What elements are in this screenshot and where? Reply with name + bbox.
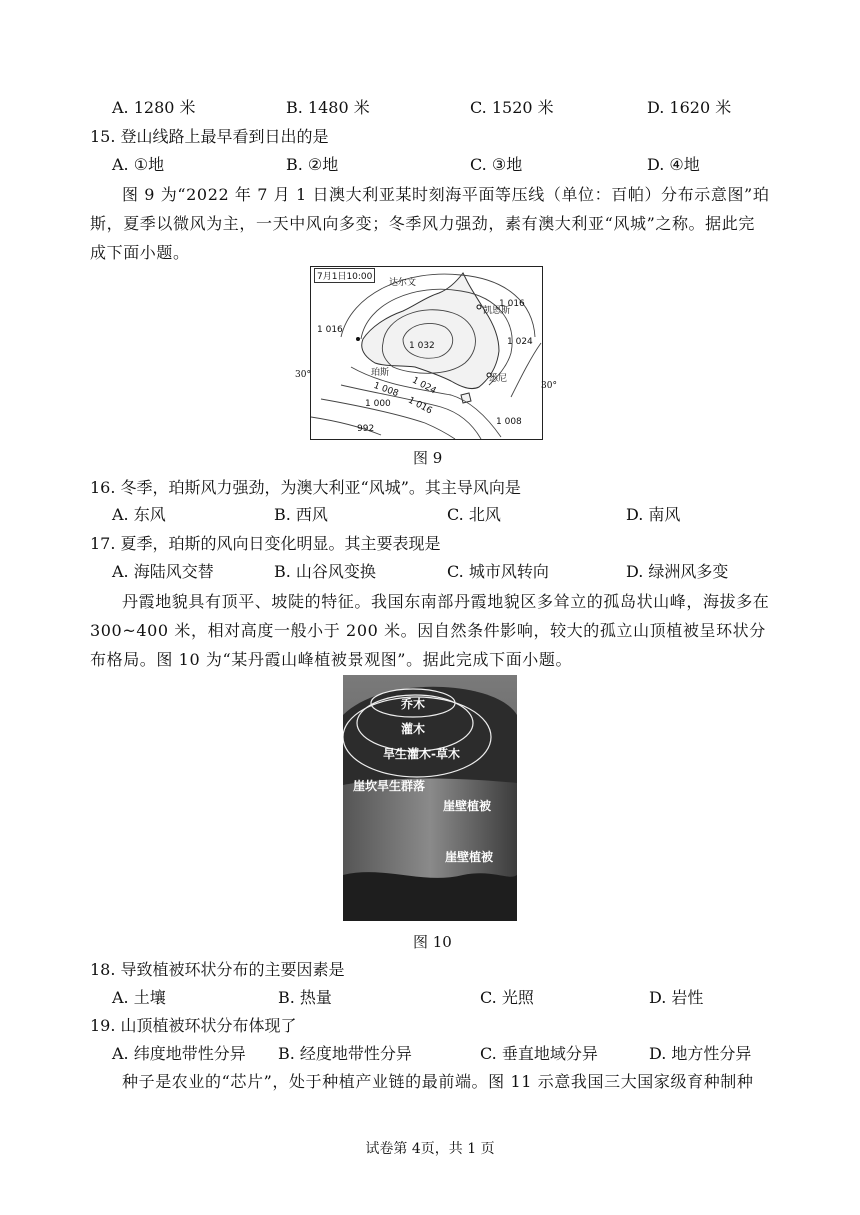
isobar-map [310, 266, 543, 440]
q14-option-c: C. 1520 米 [470, 98, 554, 117]
q16-option-d: D. 南风 [626, 505, 681, 524]
isobar-label-1016-w: 1 016 [317, 325, 343, 335]
q19-option-a: A. 纬度地带性分异 [112, 1044, 246, 1063]
isobar-label-1016-ne: 1 016 [499, 299, 525, 309]
photo-label-cliff-veg-1: 崖壁植被 [443, 799, 492, 813]
vegetation-photo [343, 675, 517, 921]
q16-option-a: A. 东风 [112, 505, 166, 524]
q18-option-c: C. 光照 [480, 988, 534, 1007]
map-place-cairns: 凯恩斯 [483, 306, 511, 316]
q15-option-b: B. ②地 [286, 155, 339, 174]
isobar-label-1008-s: 1 008 [372, 380, 400, 400]
map-place-sydney: 悉尼 [489, 374, 508, 384]
intro-figure9: 图 9 为“2022 年 7 月 1 日澳大利亚某时刻海平面等压线（单位：百帕）分布示意图”珀斯，夏季以微风为主，一天中风向多变；冬季风力强劲，素有澳大利亚“风城”之称。据此完成下面小题。 [90, 185, 770, 262]
q15-option-a: A. ①地 [112, 155, 165, 174]
isobar-label-1016-s: 1 016 [406, 395, 434, 417]
photo-label-shrubs: 灌木 [401, 722, 426, 736]
intro-figure11: 种子是农业的“芯片”，处于种植产业链的最前端。图 11 示意我国三大国家级育种制种 [122, 1072, 754, 1091]
intro-figure10: 丹霞地貌具有顶平、坡陡的特征。我国东南部丹霞地貌区多耸立的孤岛状山峰，海拔多在 300~400 米，相对高度一般小于 200 米。因自然条件影响，较大的孤立山顶植被呈环状分布格局。图 10 为“某丹霞山峰植被景观图”。据此完成下面小题。 [90, 592, 770, 669]
isobar-label-1000: 1 000 [365, 399, 391, 409]
perth-marker [356, 337, 360, 341]
cairns-marker [477, 305, 481, 309]
photo-label-cliff-veg-2: 崖壁植被 [445, 850, 494, 864]
map-place-perth: 珀斯 [371, 368, 390, 378]
page-footer: 试卷第 4页，共 1 页 [365, 1141, 495, 1157]
q16-option-b: B. 西风 [274, 505, 328, 524]
q19-option-c: C. 垂直地域分异 [480, 1044, 598, 1063]
map-place-darwin: 达尔文 [389, 278, 417, 288]
q17-option-c: C. 城市风转向 [447, 562, 549, 581]
q19-option-b: B. 经度地带性分异 [278, 1044, 412, 1063]
map-lat-right: 30° [541, 381, 557, 391]
q14-option-d: D. 1620 米 [647, 98, 732, 117]
q15-option-d: D. ④地 [647, 155, 700, 174]
q14-option-b: B. 1480 米 [286, 98, 370, 117]
q17-option-d: D. 绿洲风多变 [626, 562, 729, 581]
isobar-label-992: 992 [357, 424, 375, 434]
q17-option-a: A. 海陆风交替 [112, 562, 214, 581]
q18-option-a: A. 土壤 [112, 988, 166, 1007]
q18-option-d: D. 岩性 [649, 988, 704, 1007]
photo-label-ledge-community: 崖坎旱生群落 [353, 779, 426, 793]
figure9-caption: 图 9 [413, 449, 443, 467]
isobar-east [511, 343, 541, 397]
q15-option-c: C. ③地 [470, 155, 523, 174]
map-lat-left: 30° [295, 370, 311, 380]
photo-label-xeric-shrub-grass: 旱生灌木-草木 [383, 747, 460, 761]
q17-option-b: B. 山谷风变换 [274, 562, 376, 581]
q19-stem: 19. 山顶植被环状分布体现了 [90, 1016, 297, 1035]
q19-option-d: D. 地方性分异 [649, 1044, 752, 1063]
q16-option-c: C. 北风 [447, 505, 501, 524]
q18-stem: 18. 导致植被环状分布的主要因素是 [90, 960, 345, 979]
photo-forest [343, 872, 517, 921]
q18-option-b: B. 热量 [278, 988, 332, 1007]
isobar-label-1024-e: 1 024 [507, 337, 533, 347]
figure10-caption: 图 10 [413, 933, 452, 951]
isobar-label-1032: 1 032 [409, 341, 435, 351]
isobar-label-1008-se: 1 008 [496, 417, 522, 427]
q17-stem: 17. 夏季，珀斯的风向日变化明显。其主要表现是 [90, 534, 441, 553]
isobar-label-1024-s: 1 024 [410, 375, 438, 397]
q15-stem: 15. 登山线路上最早看到日出的是 [90, 127, 329, 146]
map-time-label: 7月1日10:00 [314, 268, 375, 283]
q16-stem: 16. 冬季，珀斯风力强劲，为澳大利亚“风城”。其主导风向是 [90, 478, 521, 497]
photo-label-trees: 乔木 [401, 697, 426, 711]
q14-option-a: A. 1280 米 [112, 98, 196, 117]
